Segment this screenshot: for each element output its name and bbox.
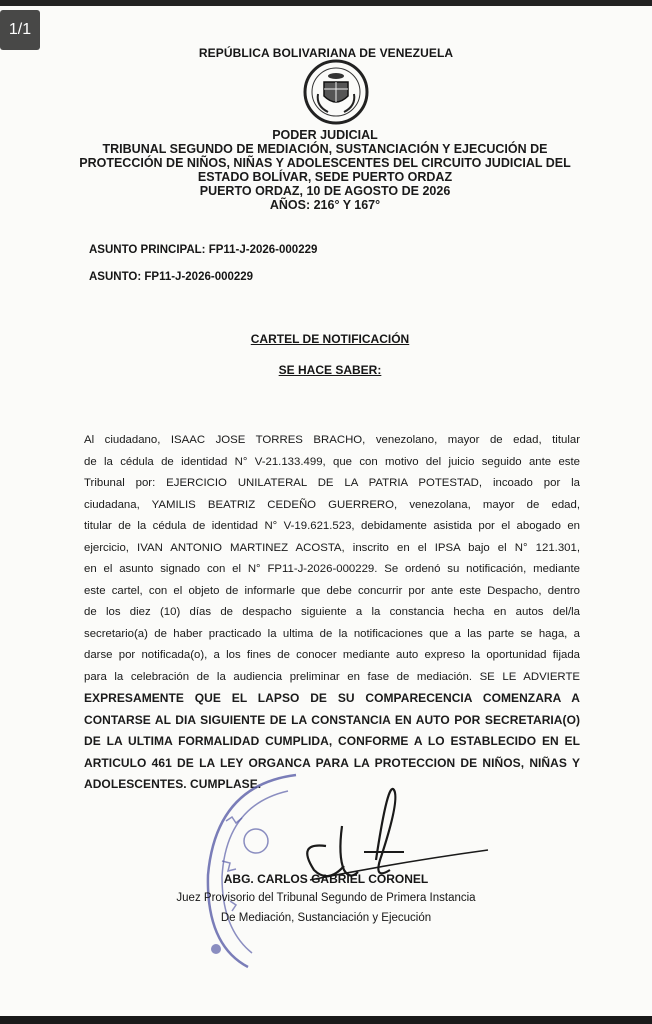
asunto: ASUNTO: FP11-J-2026-000229 [89,271,254,283]
body-line: de la cédula de identidad N° V-21.133.499, que con motivo del juicio seguido ante este [84,455,580,468]
court-line: PODER JUDICIAL [272,128,378,142]
signer-title-line-1: Juez Provisorio del Tribunal Segundo de Primera Instancia [176,892,476,904]
body-line: este cartel, con el objeto de informarle que debe concurrir por ante este Despacho, dentro [84,584,580,597]
body-line: en el asunto signado con el N° FP11-J-2026-000229. Se ordenó su notificación, mediante [84,563,580,575]
asunto-principal: ASUNTO PRINCIPAL: FP11-J-2026-000229 [89,244,318,256]
signer-title-line-2: De Mediación, Sustanciación y Ejecución [220,912,432,924]
body-line: titular de la cédula de identidad N° V-19.621.523, debidamente asistida por el abogado en [84,520,580,532]
body-line: ARTICULO 461 DE LA LEY ORGANCA PARA LA PROTECCION DE NIÑOS, NIÑAS Y [84,755,580,770]
body-line: Al ciudadano, ISAAC JOSE TORRES BRACHO, venezolano, mayor de edad, titular [84,434,580,446]
viewer-bottom-bar [0,1016,652,1024]
republic-heading: REPÚBLICA BOLIVARIANA DE VENEZUELA [198,46,454,60]
court-heading-block [60,128,590,212]
court-line: TRIBUNAL SEGUNDO DE MEDIACIÓN, SUSTANCIACIÓN Y EJECUCIÓN DE [102,142,548,156]
body-line: Tribunal por: EJERCICIO UNILATERAL DE LA PATRIA POTESTAD, incoado por la [84,477,580,489]
court-line: ESTADO BOLÍVAR, SEDE PUERTO ORDAZ [197,170,453,184]
body-line: de los diez (10) días de despacho siguiente a la constancia hecha en autos del/la [84,606,580,618]
court-line: AÑOS: 216° Y 167° [269,198,381,212]
body-line: darse por notificada(o), a los fines de conocer mediante auto expreso la oportunidad fijada [84,649,580,661]
body-line: EXPRESAMENTE QUE EL LAPSO DE SU COMPARECENCIA COMENZARA A [84,691,580,705]
page-counter: 1/1 [0,10,40,50]
body-line: CONTARSE AL DIA SIGUIENTE DE LA CONSTANCIA EN AUTO POR SECRETARIA(O) [84,712,580,727]
body-line: ciudadana, YAMILIS BEATRIZ CEDEÑO GUERRERO, venezolana, mayor de edad, [84,498,580,511]
se-hace-saber-title: SE HACE SABER: [278,363,382,377]
notification-body [84,430,580,796]
body-line: DE LA ULTIMA FORMALIDAD CUMPLIDA, CONFORME A LO ESTABLECIDO EN EL [84,734,580,748]
court-line: PROTECCIÓN DE NIÑOS, NIÑAS Y ADOLESCENTES DEL CIRCUITO JUDICIAL DEL [79,156,571,170]
body-line: ejercicio, IVAN ANTONIO MARTINEZ ACOSTA, inscrito en el IPSA bajo el N° 121.301, [84,541,580,554]
body-line: para la celebración de la audiencia preliminar en fase de mediación. SE LE ADVIERTE [84,670,580,683]
document-page [0,6,652,1016]
body-line: ADOLESCENTES. CUMPLASE. [84,777,262,791]
signer-name: ABG. CARLOS GABRIEL CORONEL [223,872,429,886]
court-line: PUERTO ORDAZ, 10 DE AGOSTO DE 2026 [199,184,451,198]
notification-title: CARTEL DE NOTIFICACIÓN [250,332,410,346]
coat-of-arms-seal [302,58,370,126]
body-line: secretario(a) de haber practicado la ultima de la notificaciones que a las parte se haga, a [84,627,580,640]
